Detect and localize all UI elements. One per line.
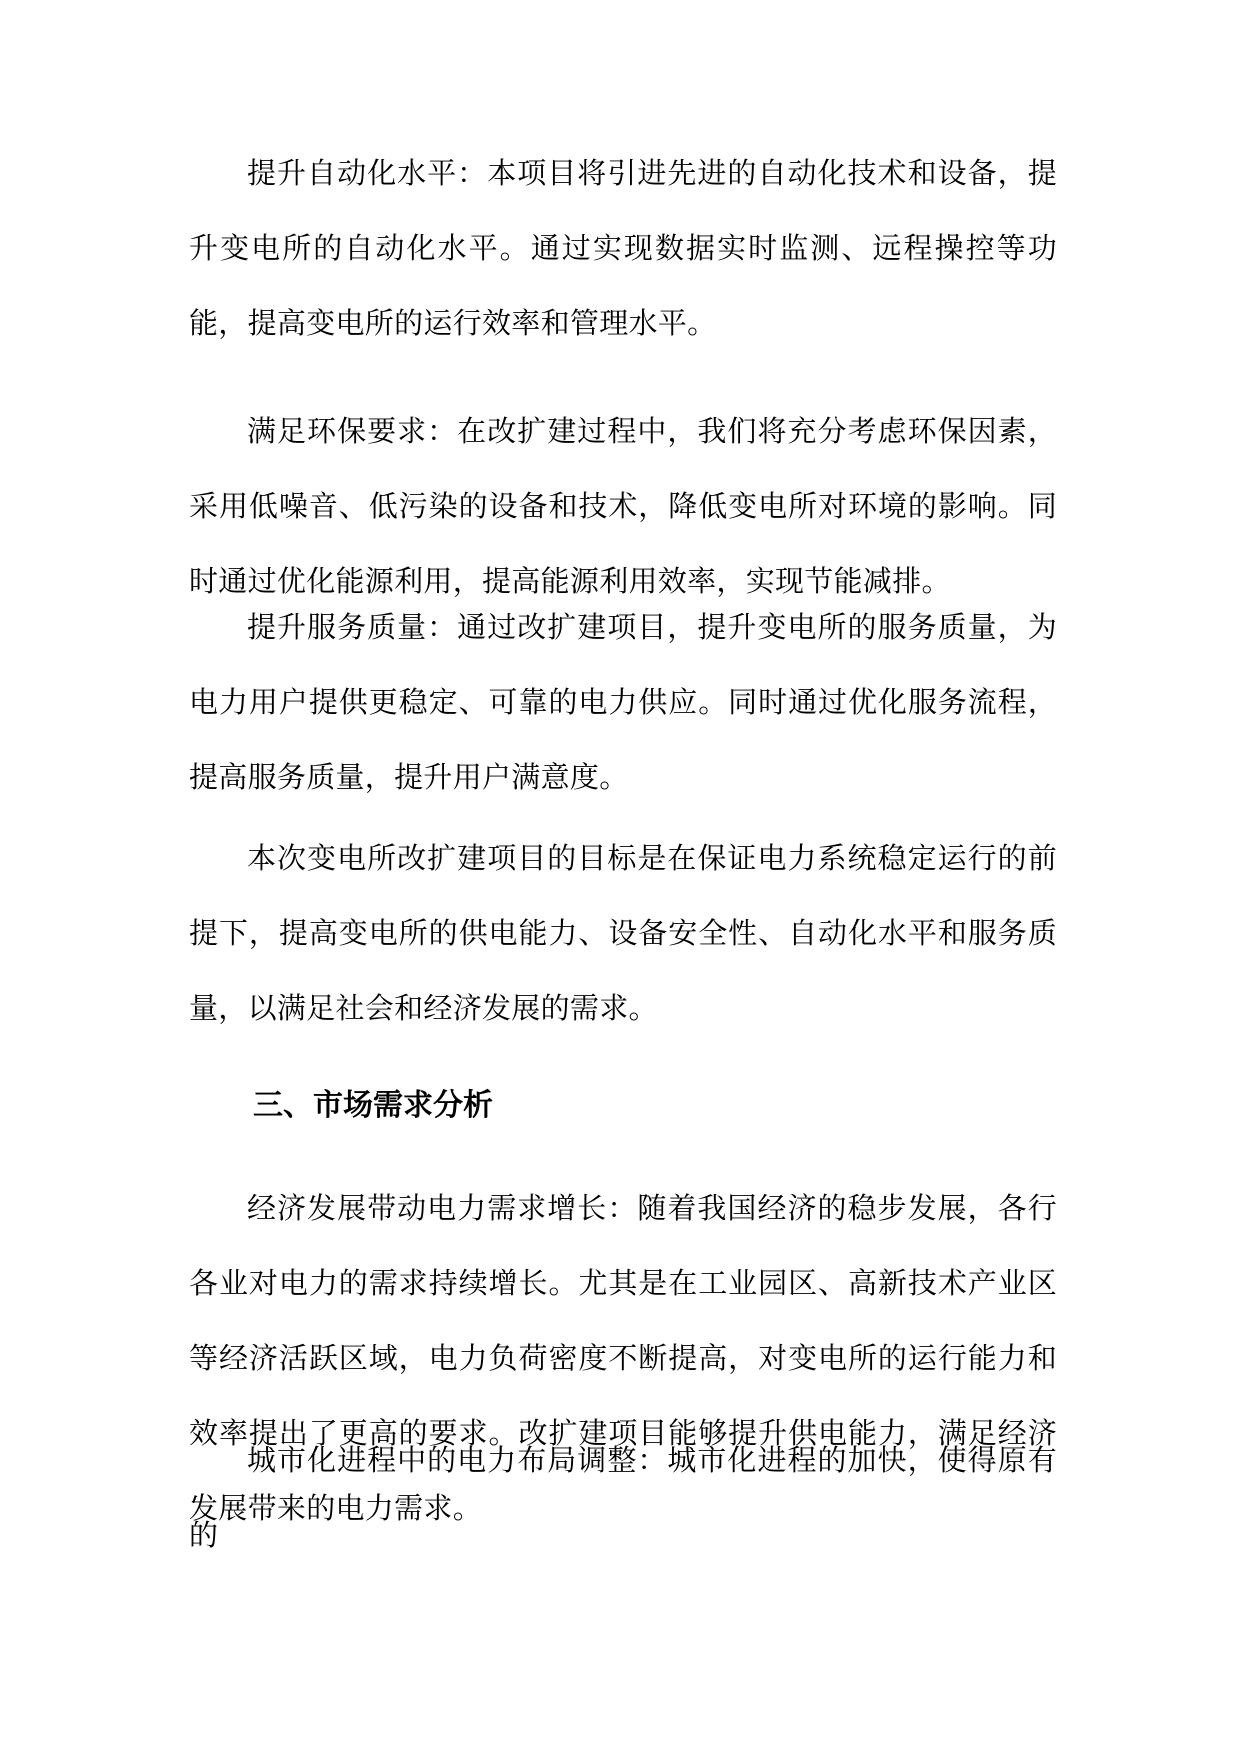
- paragraph-service-quality: 提升服务质量：通过改扩建项目，提升变电所的服务质量，为电力用户提供更稳定、可靠的电力供应。同时通过优化服务流程，提高服务质量，提升用户满意度。: [189, 610, 1057, 794]
- paragraph-economic-demand: 经济发展带动电力需求增长：随着我国经济的稳步发展，各行各业对电力的需求持续增长。尤其是在工业园区、高新技术产业区等经济活跃区域，电力负荷密度不断提高，对变电所的运行能力和效率提出了更高的要求。改扩建项目能够提升供电能力，满足经济发展带来的电力需求。: [189, 1191, 1057, 1525]
- paragraph-project-goal: 本次变电所改扩建项目的目标是在保证电力系统稳定运行的前提下，提高变电所的供电能力、设备安全性、自动化水平和服务质量，以满足社会和经济发展的需求。: [189, 841, 1057, 1025]
- section-heading: 三、市场需求分析: [253, 1088, 493, 1123]
- paragraph-environment: 满足环保要求：在改扩建过程中，我们将充分考虑环保因素，采用低噪音、低污染的设备和技术，降低变电所对环境的影响。同时通过优化能源利用，提高能源利用效率，实现节能减排。: [189, 414, 1057, 598]
- paragraph-automation: 提升自动化水平：本项目将引进先进的自动化技术和设备，提升变电所的自动化水平。通过实现数据实时监测、远程操控等功能，提高变电所的运行效率和管理水平。: [189, 156, 1057, 340]
- paragraph-urbanization: 城市化进程中的电力布局调整：城市化进程的加快，使得原有的: [189, 1443, 1057, 1552]
